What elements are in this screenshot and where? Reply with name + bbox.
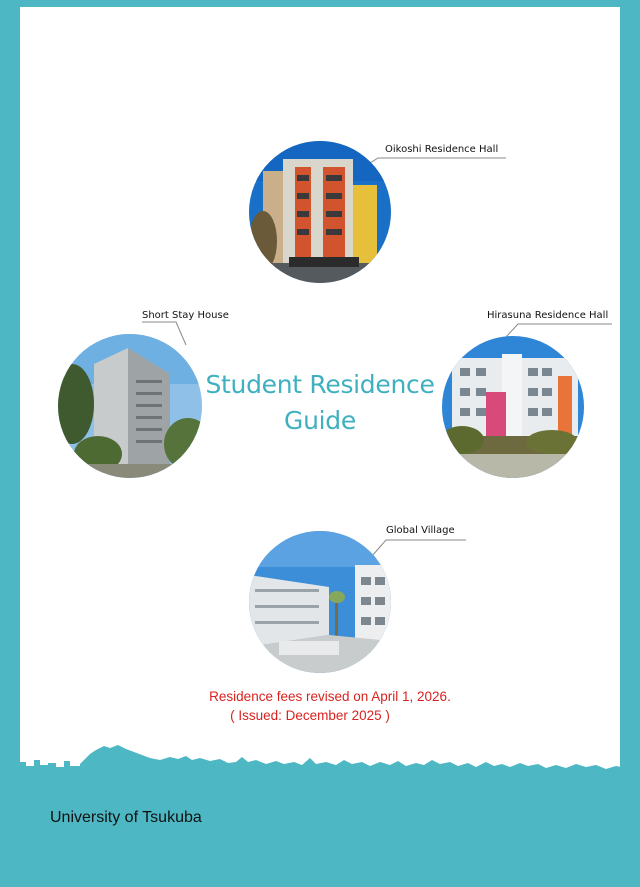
hirasuna-residence-photo: [442, 336, 584, 478]
global-village-label: Global Village: [386, 525, 455, 536]
short-stay-house-photo: [58, 334, 202, 478]
page-title: [185, 367, 455, 439]
fee-revision-notice: Residence fees revised on April 1, 2026.: [209, 689, 451, 704]
short-stay-label: Short Stay House: [142, 310, 229, 321]
title-line-2: Guide: [284, 406, 356, 435]
global-village-photo: [249, 531, 391, 673]
footer-band: [0, 785, 640, 887]
oikoshi-residence-photo: [249, 141, 391, 283]
city-skyline-graphic: [0, 740, 640, 790]
oikoshi-label: Oikoshi Residence Hall: [385, 144, 499, 155]
hirasuna-label: Hirasuna Residence Hall: [487, 310, 609, 321]
publisher-name: University of Tsukuba: [50, 809, 202, 826]
issue-date-notice: ( Issued: December 2025 ): [230, 708, 390, 723]
title-line-1: Student Residence: [205, 370, 435, 399]
